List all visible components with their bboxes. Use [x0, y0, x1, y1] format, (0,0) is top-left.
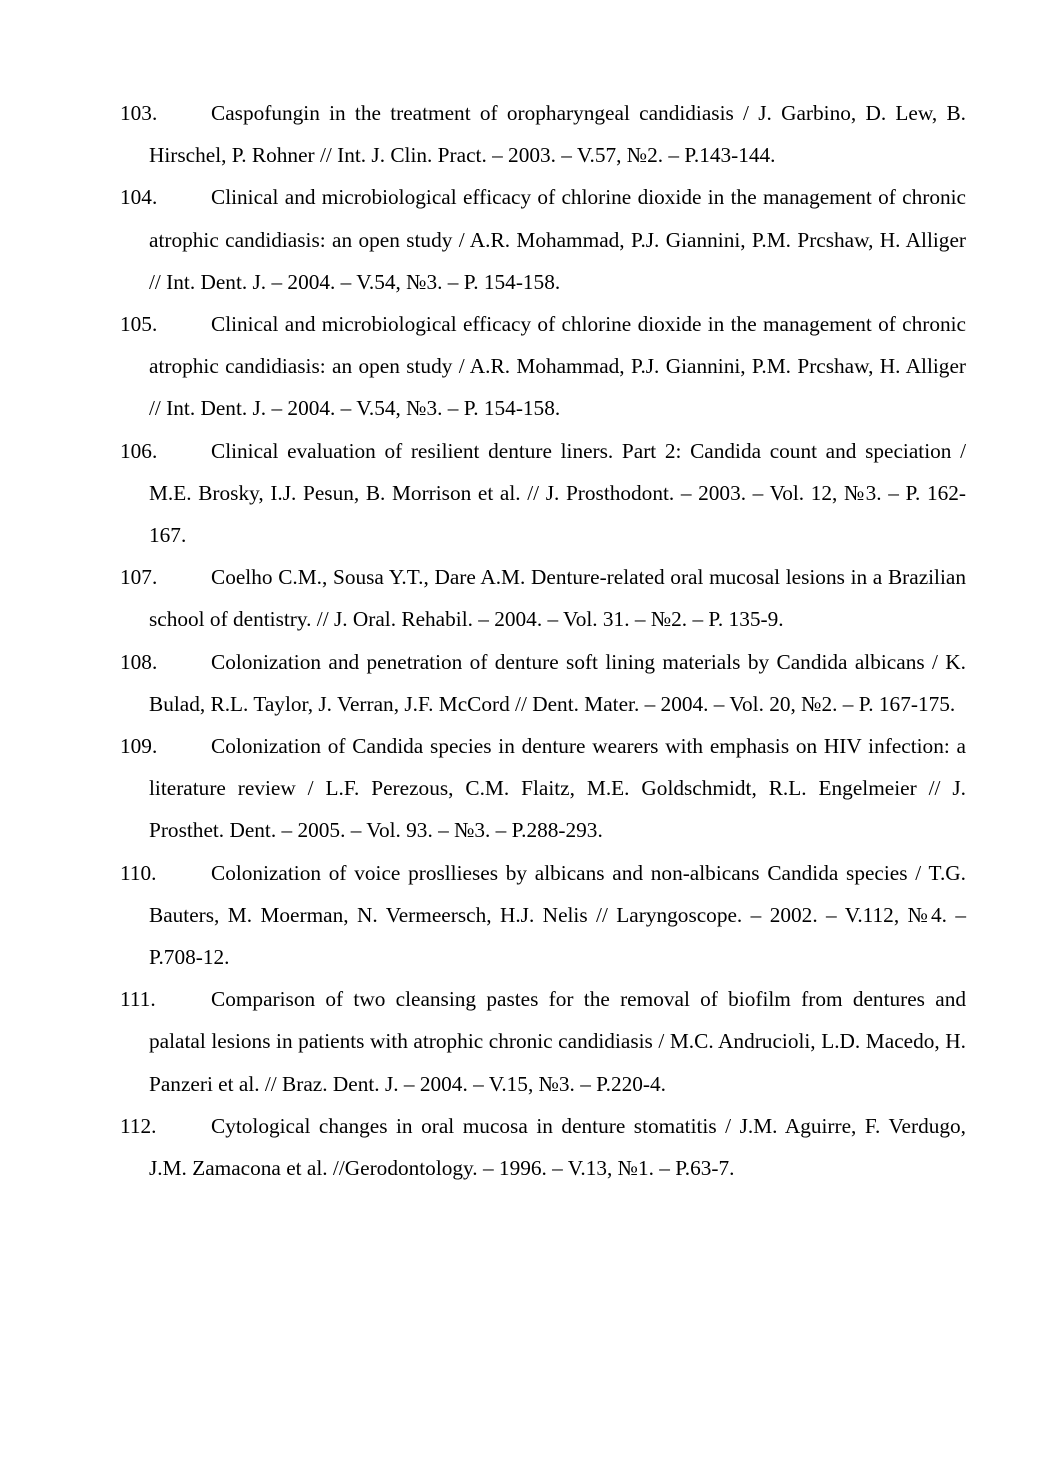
reference-number: 112.: [120, 1113, 157, 1138]
reference-text: Coelho C.M., Sousa Y.T., Dare A.M. Denture-related oral mucosal lesions in a Brazilian school of dentistry. // J. Oral. Rehabil. – 2004. – Vol. 31. – №2. – P. 135-9.: [149, 565, 966, 632]
reference-number: 107.: [120, 565, 158, 590]
reference-item: [120, 430, 966, 557]
reference-text: Clinical and microbiological efficacy of chlorine dioxide in the management of chronic atrophic candidiasis: an open study / A.R. Mohammad, P.J. Giannini, P.M. Prcshaw, H. Alliger // Int. Dent. J. – 2004. – V.54, №3. – P. 154-158.: [149, 185, 966, 294]
reference-text: Comparison of two cleansing pastes for the removal of biofilm from dentures and palatal lesions in patients with atrophic chronic candidiasis / M.C. Andrucioli, L.D. Macedo, H. Panzeri et al. // Braz. Dent. J. – 2004. – V.15, №3. – P.220-4.: [149, 987, 966, 1096]
reference-number: 108.: [120, 649, 158, 674]
reference-text: Colonization of voice prosllieses by albicans and non-albicans Candida species / T.G. Bauters, M. Moerman, N. Vermeersch, H.J. Nelis // Laryngoscope. – 2002. – V.112, №4. – P.708-12.: [149, 860, 966, 970]
reference-number: 106.: [120, 438, 158, 463]
reference-item: [120, 852, 966, 979]
reference-number: 103.: [120, 101, 158, 125]
reference-text: Caspofungin in the treatment of oropharyngeal candidiasis / J. Garbino, D. Lew, B. Hirschel, P. Rohner // Int. J. Clin. Pract. – 2003. – V.57, №2. – P.143-144.: [149, 101, 966, 168]
reference-text: Colonization of Candida species in denture wearers with emphasis on HIV infection: a literature review / L.F. Perezous, C.M. Flaitz, M.E. Goldschmidt, R.L. Engelmeier // J. Prosthet. Dent. – 2005. – Vol. 93. – №3. – P.288-293.: [149, 734, 966, 843]
reference-text: Colonization and penetration of denture soft lining materials by Candida albicans / K. Bulad, R.L. Taylor, J. Verran, J.F. McCord // Dent. Mater. – 2004. – Vol. 20, №2. – P. 167-175.: [149, 649, 966, 716]
reference-item: [120, 556, 966, 640]
reference-text: Clinical and microbiological efficacy of chlorine dioxide in the management of chronic atrophic candidiasis: an open study / A.R. Mohammad, P.J. Giannini, P.M. Prcshaw, H. Alliger // Int. Dent. J. – 2004. – V.54, №3. – P. 154-158.: [149, 312, 966, 421]
reference-item: [120, 1105, 966, 1189]
reference-number: 111.: [120, 987, 156, 1012]
reference-item: [120, 978, 966, 1105]
reference-item: [120, 641, 966, 725]
reference-list: [120, 92, 966, 1189]
reference-text: Cytological changes in oral mucosa in denture stomatitis / J.M. Aguirre, F. Verdugo, J.M. Zamacona et al. //Gerodontology. – 1996. – V.13, №1. – P.63-7.: [149, 1113, 966, 1181]
reference-number: 104.: [120, 185, 158, 210]
reference-number: 109.: [120, 734, 158, 759]
reference-number: 110.: [120, 860, 157, 885]
reference-item: [120, 92, 966, 176]
reference-text: Clinical evaluation of resilient denture liners. Part 2: Candida count and speciation / M.E. Brosky, I.J. Pesun, B. Morrison et al. // J. Prosthodont. – 2003. – Vol. 12, №3. – P. 162-167.: [149, 438, 966, 548]
reference-number: 105.: [120, 312, 158, 337]
reference-item: [120, 176, 966, 303]
reference-item: [120, 725, 966, 852]
reference-item: [120, 303, 966, 430]
